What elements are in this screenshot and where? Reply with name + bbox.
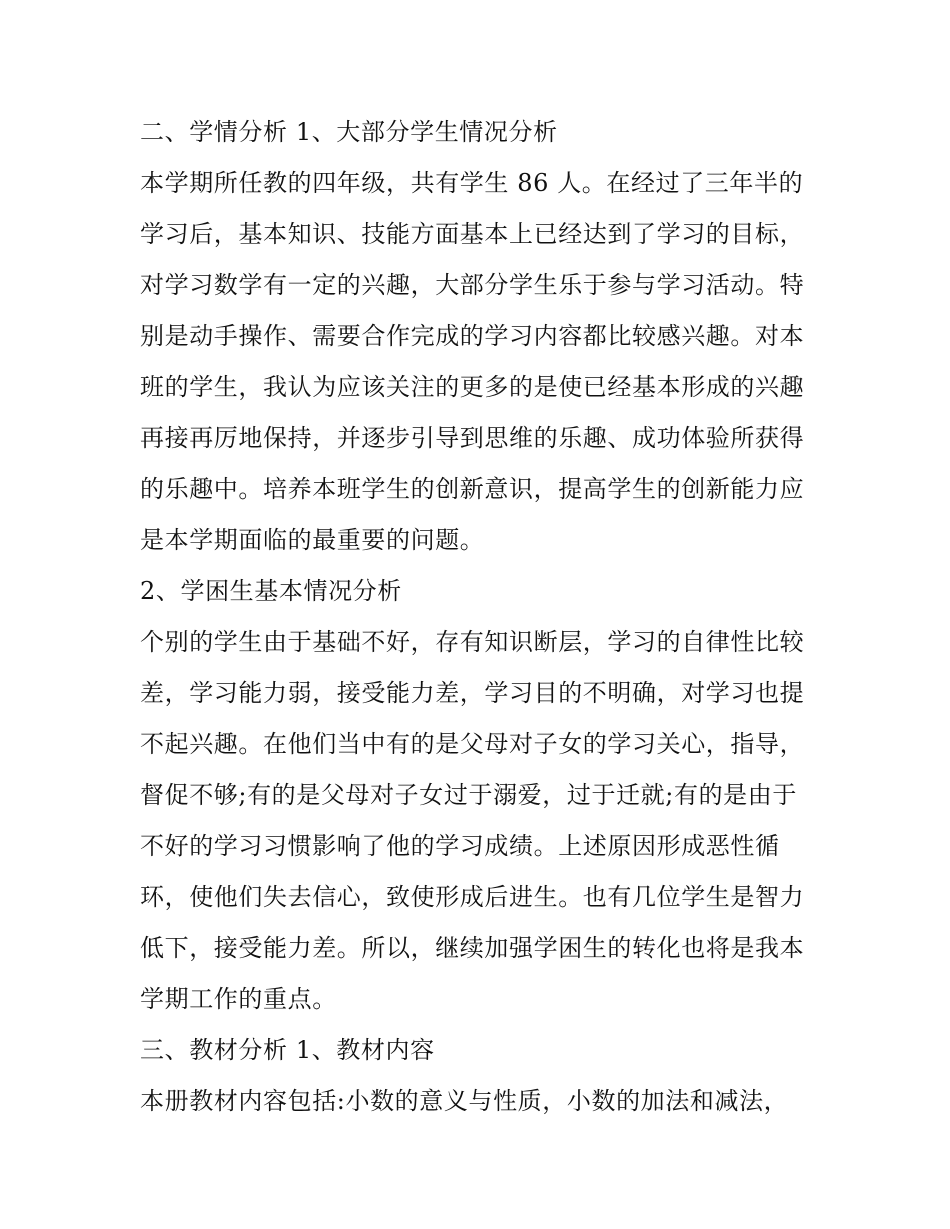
paragraph-line: 个别的学生由于基础不好，存有知识断层，学习的自律性比较 (140, 628, 805, 656)
paragraph-line: 学期工作的重点。 (140, 985, 337, 1013)
document-body (140, 107, 820, 1127)
paragraph-line: 再接再厉地保持，并逐步引导到思维的乐趣、成功体验所获得 (140, 424, 805, 452)
paragraph-line: 不好的学习习惯影响了他的学习成绩。上述原因形成恶性循 (140, 832, 780, 860)
paragraph-line: 别是动手操作、需要合作完成的学习内容都比较感兴趣。对本 (140, 322, 805, 350)
section-heading-textbook-analysis: 三、教材分析 1、教材内容 (140, 1036, 435, 1064)
paragraph-line: 督促不够;有的是父母对子女过于溺爱，过于迁就;有的是由于 (140, 781, 797, 809)
paragraph-line: 环，使他们失去信心，致使形成后进生。也有几位学生是智力 (140, 883, 805, 911)
paragraph-line: 差，学习能力弱，接受能力差，学习目的不明确，对学习也提 (140, 679, 805, 707)
section-heading-struggling-students: 2、学困生基本情况分析 (140, 577, 402, 605)
paragraph-line: 对学习数学有一定的兴趣，大部分学生乐于参与学习活动。特 (140, 271, 805, 299)
paragraph-line: 的乐趣中。培养本班学生的创新意识，提高学生的创新能力应 (140, 475, 805, 503)
paragraph-line: 班的学生，我认为应该关注的更多的是使已经基本形成的兴趣 (140, 373, 805, 401)
paragraph-line: 是本学期面临的最重要的问题。 (140, 526, 485, 554)
paragraph-line: 不起兴趣。在他们当中有的是父母对子女的学习关心，指导， (140, 730, 805, 758)
section-heading-student-analysis: 二、学情分析 1、大部分学生情况分析 (140, 118, 558, 146)
paragraph-line: 学习后，基本知识、技能方面基本上已经达到了学习的目标， (140, 220, 805, 248)
paragraph-line: 本册教材内容包括:小数的意义与性质，小数的加法和减法， (140, 1087, 789, 1115)
paragraph-line: 低下，接受能力差。所以，继续加强学困生的转化也将是我本 (140, 934, 805, 962)
paragraph-line: 本学期所任教的四年级，共有学生 86 人。在经过了三年半的 (140, 169, 804, 197)
